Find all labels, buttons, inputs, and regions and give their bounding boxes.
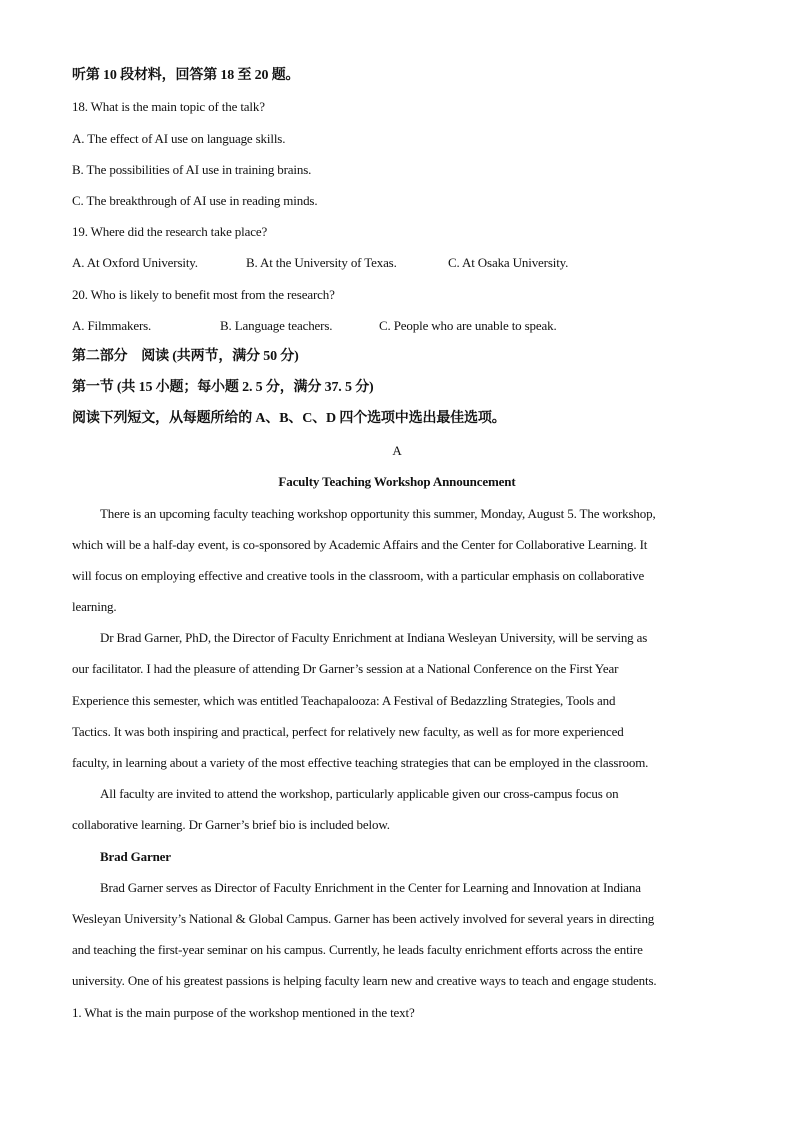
reading-instructions: 阅读下列短文，从每题所给的 A、B、C、D 四个选项中选出最佳选项。: [72, 411, 506, 426]
passage-line: our facilitator. I had the pleasure of attending Dr Garner’s session at a National Conference on the First Year: [72, 661, 619, 676]
q18-option-b: B. The possibilities of AI use in training brains.: [72, 162, 312, 177]
passage-line: Dr Brad Garner, PhD, the Director of Faculty Enrichment at Indiana Wesleyan University, will be serving as: [100, 630, 648, 645]
passage-line: collaborative learning. Dr Garner’s brief bio is included below.: [72, 817, 390, 832]
passage-title: Faculty Teaching Workshop Announcement: [278, 474, 516, 489]
question-1: 1. What is the main purpose of the workshop mentioned in the text?: [72, 1005, 415, 1020]
passage-line: All faculty are invited to attend the workshop, particularly applicable given our cross-campus focus on: [100, 786, 619, 801]
reading-part-header: 第二部分 阅读 (共两节，满分 50 分): [72, 349, 299, 364]
question-19: 19. Where did the research take place?: [72, 224, 268, 239]
question-20: 20. Who is likely to benefit most from the research?: [72, 287, 335, 302]
passage-line: Tactics. It was both inspiring and practical, perfect for relatively new faculty, as well as for more experienced: [72, 724, 624, 739]
passage-line: Experience this semester, which was entitled Teachapalooza: A Festival of Bedazzling Strategies, Tools and: [72, 693, 616, 708]
q19-option-c: C. At Osaka University.: [448, 255, 569, 270]
listening-section-header: 听第 10 段材料，回答第 18 至 20 题。: [72, 68, 300, 83]
bio-heading: Brad Garner: [100, 849, 171, 864]
passage-line: will focus on employing effective and creative tools in the classroom, with a particular emphasis on collaborative: [72, 568, 645, 583]
reading-section-header: 第一节 (共 15 小题；每小题 2. 5 分，满分 37. 5 分): [72, 380, 374, 395]
passage-line: university. One of his greatest passions is helping faculty learn new and creative ways to teach and engage students.: [72, 973, 657, 988]
passage-line: Brad Garner serves as Director of Faculty Enrichment in the Center for Learning and Innovation at Indiana: [100, 880, 641, 895]
question-18: 18. What is the main topic of the talk?: [72, 99, 265, 114]
passage-line: learning.: [72, 599, 117, 614]
passage-line: which will be a half-day event, is co-sponsored by Academic Affairs and the Center for Collaborative Learning. It: [72, 537, 648, 552]
q19-option-b: B. At the University of Texas.: [246, 255, 397, 270]
passage-line: Wesleyan University’s National & Global Campus. Garner has been actively involved for several years in directing: [72, 911, 655, 926]
q18-option-a: A. The effect of AI use on language skills.: [72, 131, 286, 146]
q18-option-c: C. The breakthrough of AI use in reading minds.: [72, 193, 318, 208]
q19-option-a: A. At Oxford University.: [72, 255, 198, 270]
q20-option-c: C. People who are unable to speak.: [379, 318, 557, 333]
q20-option-a: A. Filmmakers.: [72, 318, 152, 333]
passage-line: and teaching the first-year seminar on his campus. Currently, he leads faculty enrichment efforts across the entire: [72, 942, 643, 957]
passage-line: faculty, in learning about a variety of the most effective teaching strategies that can be employed in the classroom.: [72, 755, 649, 770]
passage-line: There is an upcoming faculty teaching workshop opportunity this summer, Monday, August 5. The workshop,: [100, 506, 656, 521]
passage-letter: A: [392, 443, 402, 458]
q20-option-b: B. Language teachers.: [220, 318, 333, 333]
